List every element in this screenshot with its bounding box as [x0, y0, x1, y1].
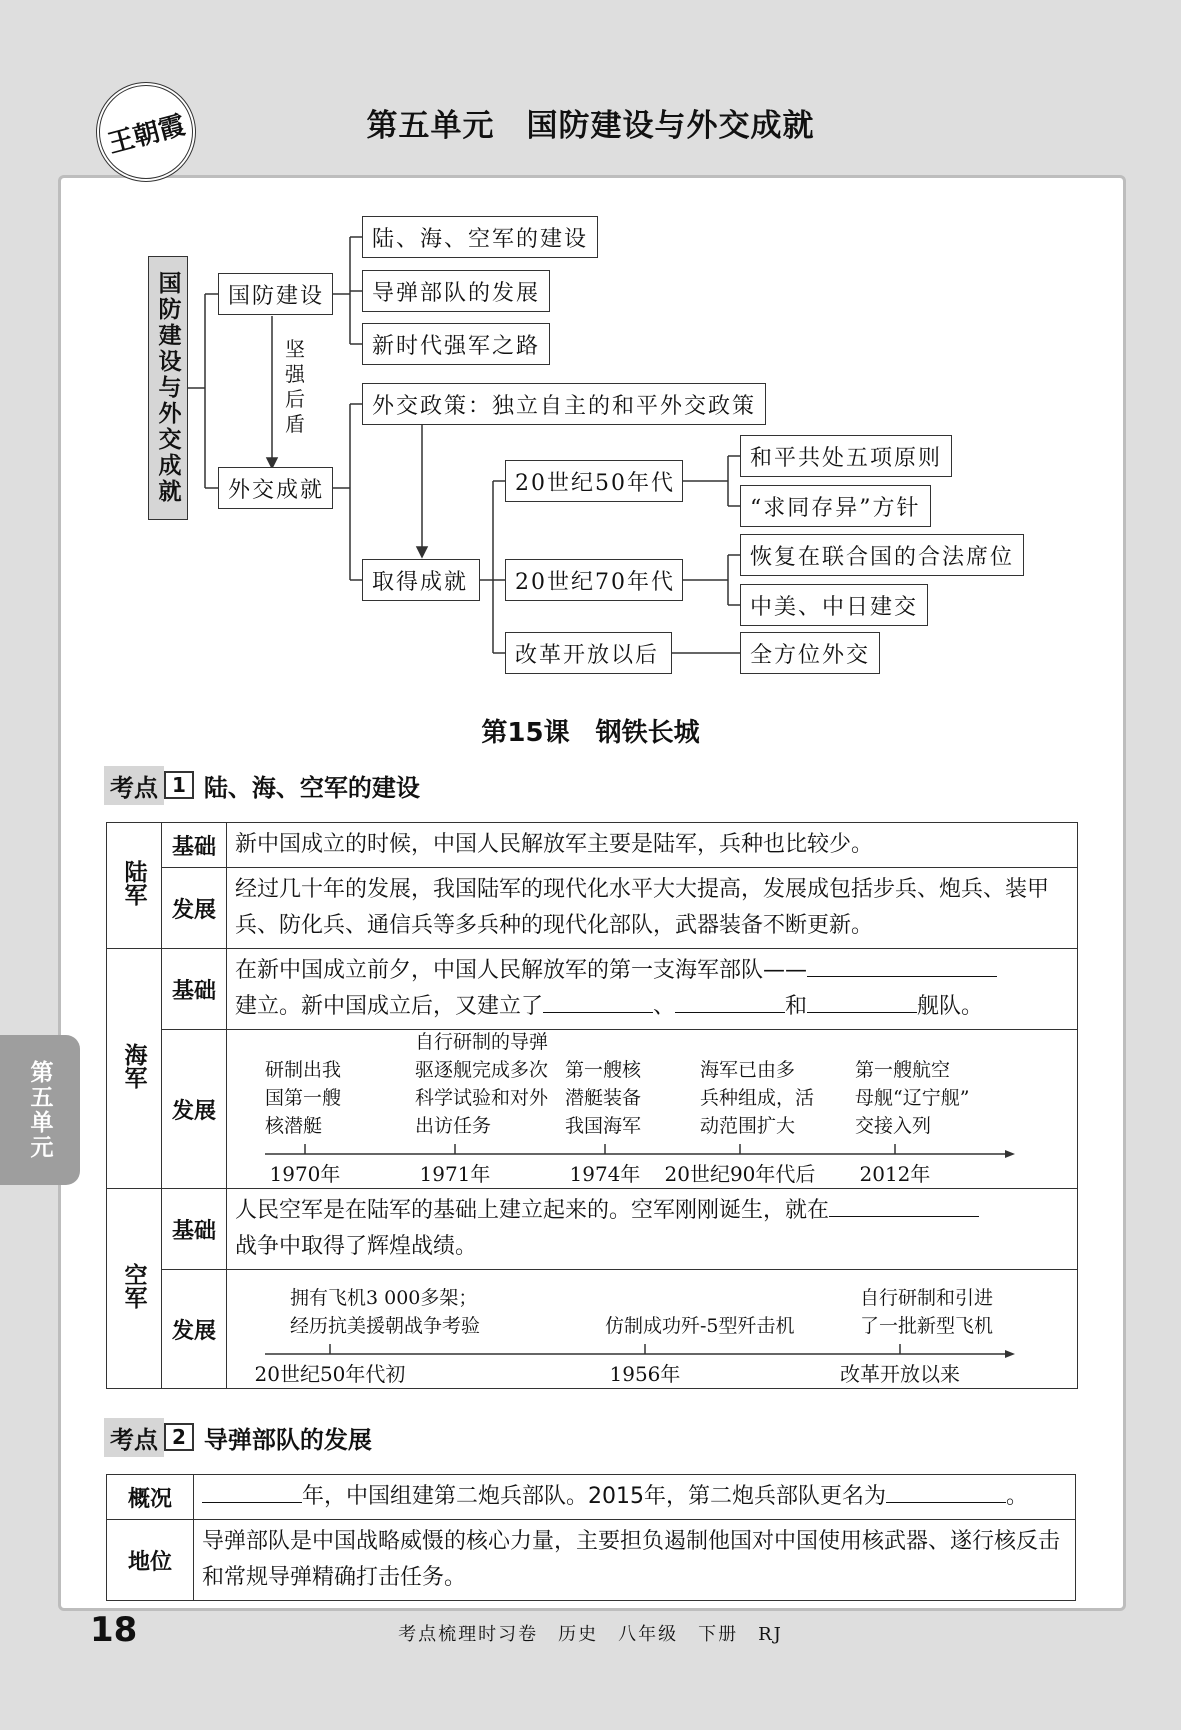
node-five-principles: 和平共处五项原则 [740, 435, 952, 477]
air-dev-label: 发展 [162, 1270, 227, 1389]
kp2-heading [104, 1420, 372, 1454]
brand-logo: 王朝霞 [96, 82, 196, 182]
timeline-year: 2012年 [859, 1162, 931, 1186]
node-forces: 陆、海、空军的建设 [362, 216, 598, 258]
air-timeline-cell [227, 1270, 1078, 1389]
timeline-year: 20世纪90年代后 [664, 1162, 816, 1186]
answer-blank[interactable] [202, 1480, 302, 1503]
timeline-year: 1956年 [609, 1362, 681, 1386]
node-common-ground: “求同存异”方针 [740, 485, 931, 527]
answer-blank[interactable] [675, 990, 785, 1013]
navy-dev-label: 发展 [162, 1030, 227, 1189]
node-defense: 国防建设 [218, 273, 333, 315]
overview-text: 年，中国组建第二炮兵部队。2015年，第二炮兵部队更名为 。 [194, 1475, 1076, 1520]
air-base-label: 基础 [162, 1189, 227, 1270]
air-timeline [235, 1274, 1069, 1384]
mindmap-root: 国防建设与外交成就 [148, 256, 188, 520]
status-label: 地位 [107, 1520, 194, 1601]
timeline-year: 改革开放以来 [840, 1362, 960, 1386]
side-tab: 第五单元 [0, 1035, 80, 1185]
kp-tag: 考点 [104, 1418, 164, 1457]
kp1-heading [104, 768, 420, 802]
timeline-event: 自行研制和引进 了一批新型飞机 [860, 1287, 994, 1337]
army-dev: 经过几十年的发展，我国陆军的现代化水平大大提高，发展成包括步兵、炮兵、装甲兵、防化兵、通信兵等多兵种的现代化部队，武器装备不断更新。 [227, 868, 1078, 949]
timeline-year: 1974年 [569, 1162, 641, 1186]
node-era-50s: 20世纪50年代 [505, 460, 683, 502]
navy-timeline-cell [227, 1030, 1078, 1189]
air-cat: 空军 [107, 1189, 162, 1389]
army-base: 新中国成立的时候，中国人民解放军主要是陆军，兵种也比较少。 [227, 823, 1078, 868]
timeline-year: 1970年 [269, 1162, 341, 1186]
footer-text: 考点梳理时习卷 历史 八年级 下册 RJ [398, 1624, 783, 1645]
kp-number: 1 [164, 771, 194, 799]
node-era-reform: 改革开放以后 [505, 632, 672, 674]
army-cat: 陆军 [107, 823, 162, 949]
timeline-event: 第一艘航空 母舰“辽宁舰” 交接入列 [855, 1059, 970, 1137]
navy-base-label: 基础 [162, 949, 227, 1030]
timeline-event: 研制出我 国第一艘 核潜艇 [265, 1059, 342, 1137]
overview-label: 概况 [107, 1475, 194, 1520]
air-base: 人民空军是在陆军的基础上建立起来的。空军刚刚诞生，就在 战争中取得了辉煌战绩。 [227, 1189, 1078, 1270]
node-achievements: 取得成就 [362, 559, 480, 601]
unit-title: 第五单元 国防建设与外交成就 [366, 108, 815, 144]
page-number: 18 [90, 1610, 138, 1650]
timeline-event: 自行研制的导弹 驱逐舰完成多次 科学试验和对外 出访任务 [415, 1031, 549, 1137]
army-base-label: 基础 [162, 823, 227, 868]
kp-tag: 考点 [104, 766, 164, 805]
navy-cat: 海军 [107, 949, 162, 1189]
link-label: 坚强后盾 [285, 337, 305, 436]
answer-blank[interactable] [807, 990, 917, 1013]
timeline-year: 1971年 [419, 1162, 491, 1186]
node-era-70s: 20世纪70年代 [505, 559, 683, 601]
node-diplomacy: 外交成就 [218, 467, 333, 509]
answer-blank[interactable] [543, 990, 653, 1013]
forces-table [106, 822, 1078, 1389]
node-omni: 全方位外交 [740, 632, 880, 674]
kp-title: 陆、海、空军的建设 [203, 773, 420, 802]
node-un-seat: 恢复在联合国的合法席位 [740, 534, 1024, 576]
lesson-title: 第15课 钢铁长城 [481, 718, 700, 748]
timeline-event: 仿制成功歼-5型歼击机 [605, 1315, 795, 1337]
navy-timeline [235, 1031, 1069, 1186]
status-text: 导弹部队是中国战略威慑的核心力量，主要担负遏制他国对中国使用核武器、遂行核反击和常规导弹精确打击任务。 [194, 1520, 1076, 1601]
answer-blank[interactable] [807, 954, 997, 977]
node-policy: 外交政策：独立自主的和平外交政策 [362, 383, 766, 425]
missile-table [106, 1474, 1076, 1601]
army-dev-label: 发展 [162, 868, 227, 949]
node-us-japan: 中美、中日建交 [740, 584, 928, 626]
answer-blank[interactable] [886, 1480, 1006, 1503]
kp-number: 2 [164, 1423, 194, 1451]
timeline-event: 海军已由多 兵种组成，活 动范围扩大 [700, 1059, 815, 1137]
kp-title: 导弹部队的发展 [203, 1425, 372, 1454]
answer-blank[interactable] [829, 1194, 979, 1217]
node-missile: 导弹部队的发展 [362, 270, 550, 312]
timeline-year: 20世纪50年代初 [254, 1362, 406, 1386]
timeline-event: 拥有飞机3 000多架； 经历抗美援朝战争考验 [290, 1287, 481, 1337]
timeline-event: 第一艘核 潜艇装备 我国海军 [565, 1059, 642, 1137]
navy-base: 在新中国成立前夕，中国人民解放军的第一支海军部队—— 建立。新中国成立后，又建立了 、 和 舰队。 [227, 949, 1078, 1030]
node-new-era: 新时代强军之路 [362, 323, 550, 365]
